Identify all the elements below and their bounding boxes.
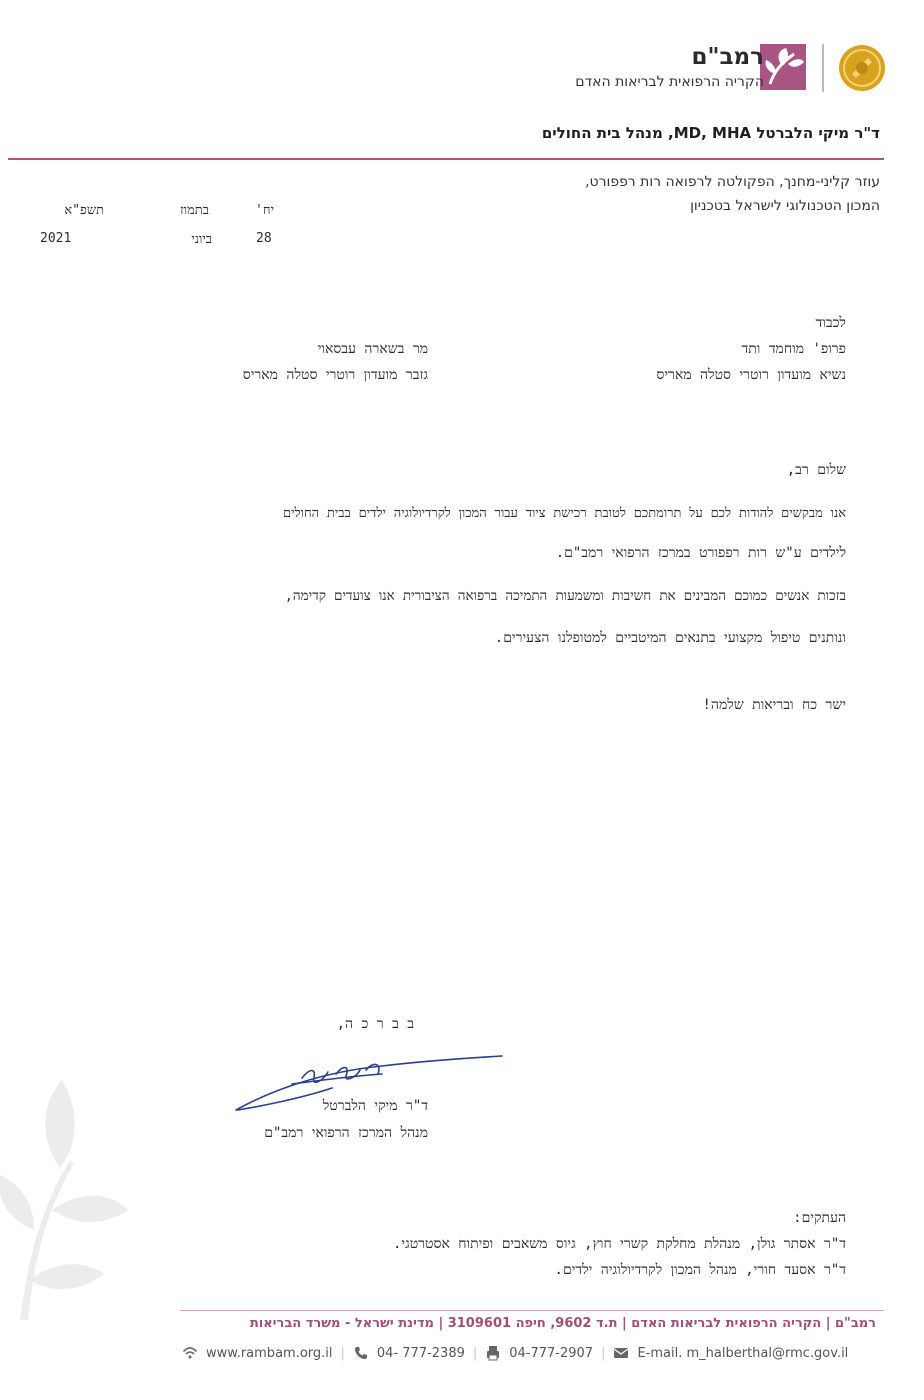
body-line-4: ונותנים טיפול מקצועי בתנאים המיטביים למטופלנו הצעירים. bbox=[494, 630, 846, 646]
footer-fax[interactable]: 04-777-2907 bbox=[509, 1345, 594, 1361]
recipient-left-name: מר בשארה עבסאוי bbox=[317, 341, 428, 357]
footer-contacts bbox=[182, 1342, 882, 1364]
cc-item: ד"ר אסתר גולן, מנהלת מחלקת קשרי חוץ, גיוס משאבים ופיתוח אסטרטגי. bbox=[392, 1236, 846, 1252]
header-rule bbox=[8, 158, 884, 160]
wifi-icon bbox=[182, 1345, 198, 1361]
signer-name: ד"ר מיקי הלברטל bbox=[322, 1098, 428, 1114]
closing: ישר כח ובריאות שלמה! bbox=[702, 697, 846, 713]
footer-separator: | bbox=[601, 1345, 606, 1361]
email-icon bbox=[613, 1345, 629, 1361]
logo-name: רמב"ם bbox=[691, 44, 764, 70]
cc-label: העתקים: bbox=[793, 1210, 846, 1226]
fax-icon bbox=[485, 1345, 501, 1361]
date-hebrew-month: בתמוז bbox=[180, 203, 209, 218]
date-month: ביוני bbox=[191, 232, 212, 247]
recipient-right-name: פרופ' מוחמד ותד bbox=[741, 341, 846, 357]
footer-rule bbox=[180, 1310, 884, 1311]
footer-address: רמב"ם | הקריה הרפואית לבריאות האדם | ת.ד 9602, חיפה 3109601 | מדינת ישראל - משרד הבריאות bbox=[249, 1316, 876, 1331]
header-divider bbox=[822, 44, 824, 92]
body-line-1: אנו מבקשים להודות לכם על תרומתכם לטובת רכישת ציוד עבור המכון לקרדיולוגיה ילדים בבית החולים bbox=[283, 506, 846, 521]
phone-icon bbox=[353, 1345, 369, 1361]
date-day: 28 bbox=[256, 231, 272, 246]
affiliation-line-2: המכון הטכנולוגי לישראל בטכניון bbox=[690, 198, 880, 214]
signer-title: מנהל המרכז הרפואי רמב"ם bbox=[264, 1125, 428, 1141]
footer-separator: | bbox=[340, 1345, 345, 1361]
blessing: ב ב ר כ ה, bbox=[336, 1016, 414, 1032]
footer-separator: | bbox=[472, 1345, 478, 1361]
affiliation-line-1: עוזר קליני-מחנך, הפקולטה לרפואה רות רפפורט, bbox=[585, 174, 880, 190]
footer-email[interactable]: E-mail. m_halberthal@rmc.gov.il bbox=[637, 1345, 849, 1361]
date-hebrew-year: תשפ"א bbox=[64, 203, 104, 218]
date-hebrew-day: יח' bbox=[255, 203, 274, 218]
logo-tagline: הקריה הרפואית לבריאות האדם bbox=[575, 74, 764, 90]
accreditation-seal-icon bbox=[838, 44, 886, 92]
body-line-3: בזכות אנשים כמוכם המבינים את חשיבות ומשמעות התמיכה ברפואה הציבורית אנו צועדים קדימה, bbox=[284, 588, 846, 604]
director-line: ד"ר מיקי הלברטל MD, MHA, מנהל בית החולים bbox=[541, 124, 880, 142]
body-line-2: לילדים ע"ש רות רפפורט במרכז הרפואי רמב"ם. bbox=[555, 545, 846, 561]
salutation: לכבוד bbox=[815, 315, 846, 331]
recipient-right-title: נשיא מועדון רוטרי סטלה מאריס bbox=[656, 367, 846, 383]
footer-phone[interactable]: 04- 777-2389 bbox=[376, 1345, 465, 1361]
cc-item: ד"ר אסעד חורי, מנהל המכון לקרדיולוגיה ילדים. bbox=[554, 1262, 846, 1278]
rambam-logo-icon bbox=[760, 44, 806, 90]
footer-website[interactable]: www.rambam.org.il bbox=[206, 1345, 333, 1361]
date-year: 2021 bbox=[40, 231, 72, 246]
leaf-watermark-icon bbox=[0, 1060, 130, 1320]
greeting: שלום רב, bbox=[786, 462, 846, 478]
recipient-left-title: גזבר מועדון רוטרי סטלה מאריס bbox=[242, 367, 428, 383]
